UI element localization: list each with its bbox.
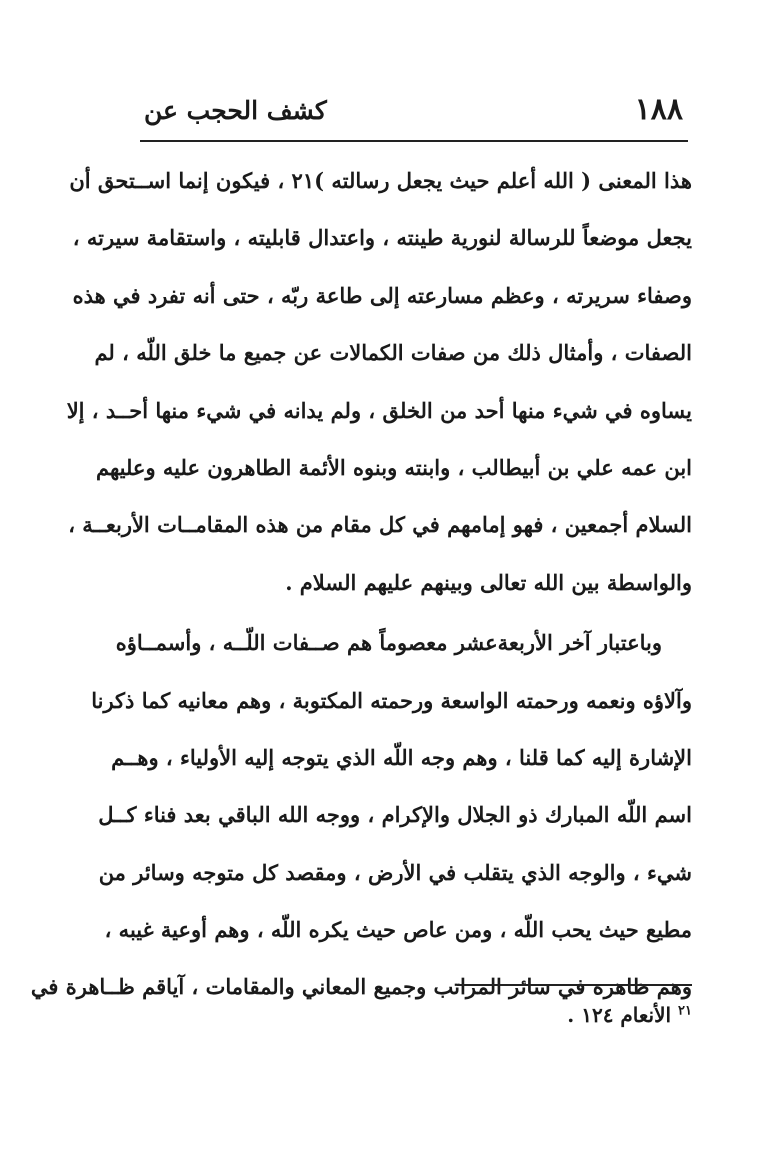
text-line: مطيع حيث يحب اللّه ، ومن عاص حيث يكره اللّه ، وهم أوعية غيبه ، (104, 917, 692, 943)
footnote (567, 1003, 692, 1027)
text-line: وآلاؤه ونعمه ورحمته الواسعة ورحمته المكتوبة ، وهم معانيه كما ذكرنا (91, 687, 692, 713)
text-line: يساوه في شيء منها أحد من الخلق ، ولم يدانه في شيء منها أحــد ، إلا (66, 397, 692, 423)
footnote-divider (457, 984, 692, 986)
text-line: وصفاء سريرته ، وعظم مسارعته إلى طاعة ربّه ، حتى أنه تفرد في هذه (72, 282, 692, 308)
text-line: يجعل موضعاً للرسالة لنورية طينته ، واعتدال قابليته ، واستقامة سيرته ، (72, 225, 692, 251)
text-line: الصفات ، وأمثال ذلك من صفات الكمالات عن جميع ما خلق اللّه ، لم (94, 340, 692, 366)
text-line: والواسطة بين الله تعالى وبينهم عليهم السلام . (285, 569, 692, 595)
text-line: اسم اللّه المبارك ذو الجلال والإكرام ، ووجه الله الباقي بعد فناء كــل (98, 802, 692, 828)
text-line: ابن عمه علي بن أبيطالب ، وابنته وبنوه الأئمة الطاهرون عليه وعليهم (95, 454, 692, 480)
text-line: الإشارة إليه كما قلنا ، وهم وجه اللّه الذي يتوجه إليه الأولياء ، وهــم (111, 744, 692, 770)
running-title: كشف الحجب عن (144, 96, 327, 125)
header-divider (140, 140, 688, 142)
footnote-number: ٢١ (678, 1003, 692, 1019)
page-header (144, 92, 683, 136)
text-line: وباعتبار آخر الأربعةعشر معصوماً هم صــفات اللّــه ، وأسمــاؤه (115, 630, 662, 656)
footnote-text: الأنعام ١٢٤ . (567, 1003, 672, 1027)
text-line: شيء ، والوجه الذي يتقلب في الأرض ، ومقصد كل متوجه وسائر من (98, 859, 692, 885)
body-text (30, 152, 692, 1019)
text-line: وهم ظاهره في سائر المراتب وجميع المعاني والمقامات ، آياقم ظــاهرة في (30, 974, 692, 1000)
text-line: هذا المعنى ( الله أعلم حيث يجعل رسالته )٢١ ، فيكون إنما اســتحق أن (69, 168, 692, 193)
text-line: السلام أجمعين ، فهو إمامهم في كل مقام من هذه المقامــات الأربعــة ، (68, 512, 692, 538)
page-number: ١٨٨ (634, 92, 683, 127)
